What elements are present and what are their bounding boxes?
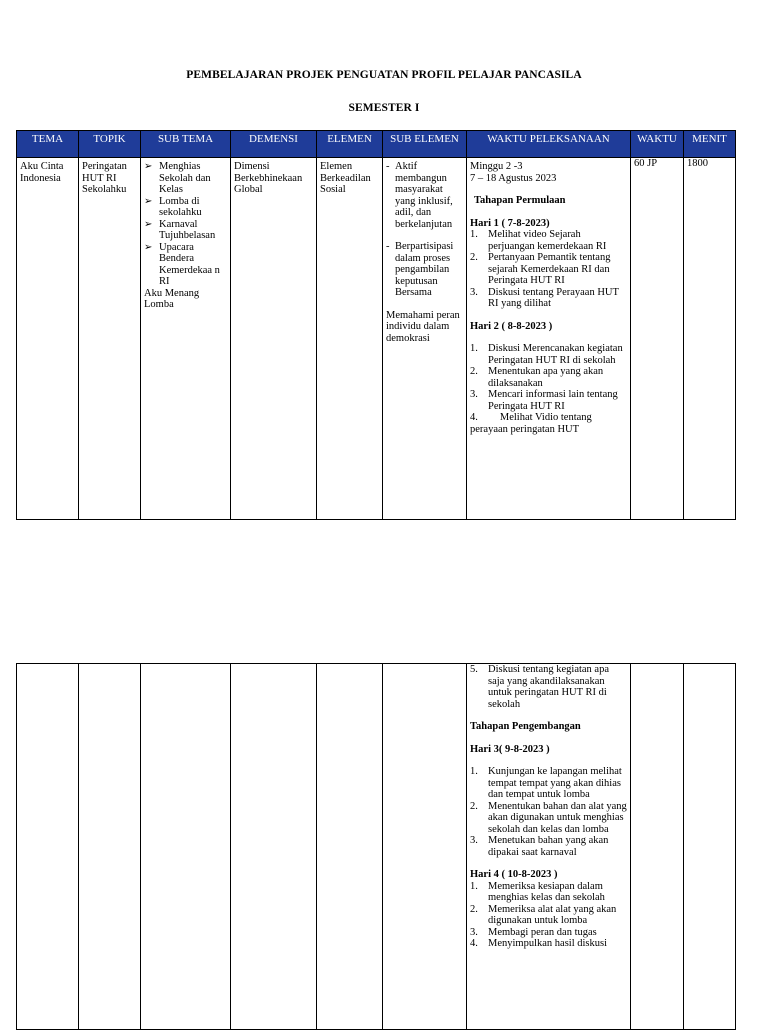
- header-waktu: WAKTU: [631, 131, 684, 158]
- list-item: 3. Menetukan bahan yang akan dipakai saat karnaval: [470, 835, 609, 858]
- cell-topik: Peringatan HUT RI Sekolahku: [79, 158, 141, 520]
- header-topik: TOPIK: [79, 131, 141, 158]
- cell-waktu-pelaksanaan: [467, 664, 631, 1030]
- table-row: [17, 158, 736, 520]
- list-item: 4. Melihat Vidio tentang: [470, 412, 592, 423]
- header-tema: TEMA: [17, 131, 79, 158]
- list-item: ➢ Lomba di sekolahku: [144, 196, 227, 219]
- tahapan-heading: Tahapan Pengembangan: [470, 721, 581, 732]
- table-header-row: [17, 131, 736, 158]
- header-elemen: ELEMEN: [317, 131, 383, 158]
- cell-waktu-pelaksanaan: [467, 158, 631, 520]
- list-item: ➢ Upacara Bendera Kemerdekaa n RI: [144, 242, 227, 288]
- hari1-heading: Hari 1 ( 7-8-2023): [470, 217, 550, 229]
- list-item: 3. Membagi peran dan tugas: [470, 926, 597, 938]
- cell-waktu: 60 JP: [631, 158, 684, 520]
- hari3-heading: Hari 3( 9-8-2023 ): [470, 743, 550, 755]
- sub-tema-list: [144, 161, 227, 288]
- header-sub-elemen: SUB ELEMEN: [383, 131, 467, 158]
- cell-topik: [79, 664, 141, 1030]
- hari2-heading: Hari 2 ( 8-8-2023 ): [470, 320, 553, 332]
- list-item: 1. Melihat video Sejarah perjuangan kemerdekaan RI: [470, 229, 607, 252]
- tanggal-text: 7 – 18 Agustus 2023: [470, 172, 557, 184]
- hari2-list: [470, 343, 627, 412]
- cell-elemen: [317, 664, 383, 1030]
- hari2-list-continued: [470, 664, 627, 710]
- header-menit: MENIT: [684, 131, 736, 158]
- list-item: ➢ Menghias Sekolah dan Kelas: [144, 161, 227, 196]
- hari4-list: [470, 881, 627, 950]
- list-item: 5. Diskusi tentang kegiatan apa saja yang akandilaksanakan untuk peringatan HUT RI di sekolah: [470, 664, 610, 710]
- cell-menit: [684, 664, 736, 1030]
- header-demensi: DEMENSI: [231, 131, 317, 158]
- table-row: [17, 664, 736, 1030]
- project-plan-table-continued: [16, 663, 736, 1030]
- list-item: 1. Memeriksa kesiapan dalam menghias kelas dan sekolah: [470, 880, 605, 903]
- cell-sub-elemen: [383, 158, 467, 520]
- list-item: 3. Mencari informasi lain tentang Peringata HUT RI: [470, 389, 618, 412]
- list-item-continuation: perayaan peringatan HUT: [470, 423, 580, 435]
- cell-dimensi: [231, 664, 317, 1030]
- cell-tema: [17, 664, 79, 1030]
- list-item: 4. Menyimpulkan hasil diskusi: [470, 938, 607, 949]
- cell-sub-tema: [141, 158, 231, 520]
- list-item: - Berpartisipasi dalam proses pengambilan keputusan Bersama: [386, 241, 463, 299]
- tahapan-heading: Tahapan Permulaan: [474, 195, 566, 206]
- hari4-heading: Hari 4 ( 10-8-2023 ): [470, 869, 558, 880]
- minggu-text: Minggu 2 -3: [470, 161, 523, 172]
- sub-elemen-extra: Memahami peran individu dalam demokrasi: [386, 309, 460, 344]
- header-sub-tema: SUB TEMA: [141, 131, 231, 158]
- sub-tema-extra: Aku Menang Lomba: [144, 287, 200, 310]
- header-waktu-pelaksanaan: WAKTU PELEKSANAAN: [467, 131, 631, 158]
- list-item: 1. Kunjungan ke lapangan melihat tempat tempat yang akan dihias dan tempat untuk lomba: [470, 766, 622, 800]
- list-item: 2. Pertanyaan Pemantik tentang sejarah Kemerdekaan RI dan Peringata HUT RI: [470, 252, 611, 286]
- cell-waktu: [631, 664, 684, 1030]
- cell-menit: 1800: [684, 158, 736, 520]
- cell-tema: Aku Cinta Indonesia: [17, 158, 79, 520]
- list-item: 3. Diskusi tentang Perayaan HUT RI yang dilihat: [470, 286, 619, 309]
- cell-elemen: Elemen Berkeadilan Sosial: [317, 158, 383, 520]
- document-title: PEMBELAJARAN PROJEK PENGUATAN PROFIL PELAJAR PANCASILA: [186, 69, 582, 81]
- list-item: 2. Menentukan bahan dan alat yang akan digunakan untuk menghias sekolah dan kelas dan lomba: [470, 800, 627, 835]
- sub-elemen-list: [386, 161, 463, 299]
- project-plan-table: [16, 130, 736, 520]
- hari3-list: [470, 766, 627, 858]
- list-item: ➢ Karnaval Tujuhbelasan: [144, 219, 227, 242]
- list-item: 2. Memeriksa alat alat yang akan digunakan untuk lomba: [470, 903, 617, 926]
- semester-heading: SEMESTER I: [348, 102, 420, 114]
- cell-sub-elemen: [383, 664, 467, 1030]
- list-item: 2. Menentukan apa yang akan dilaksanakan: [470, 366, 604, 389]
- cell-sub-tema: [141, 664, 231, 1030]
- list-item: 1. Diskusi Merencanakan kegiatan Peringatan HUT RI di sekolah: [470, 343, 623, 366]
- hari1-list: [470, 229, 627, 310]
- list-item: - Aktif membangun masyarakat yang inklusif, adil, dan berkelanjutan: [386, 161, 463, 230]
- cell-dimensi: Dimensi Berkebhinekaan Global: [231, 158, 317, 520]
